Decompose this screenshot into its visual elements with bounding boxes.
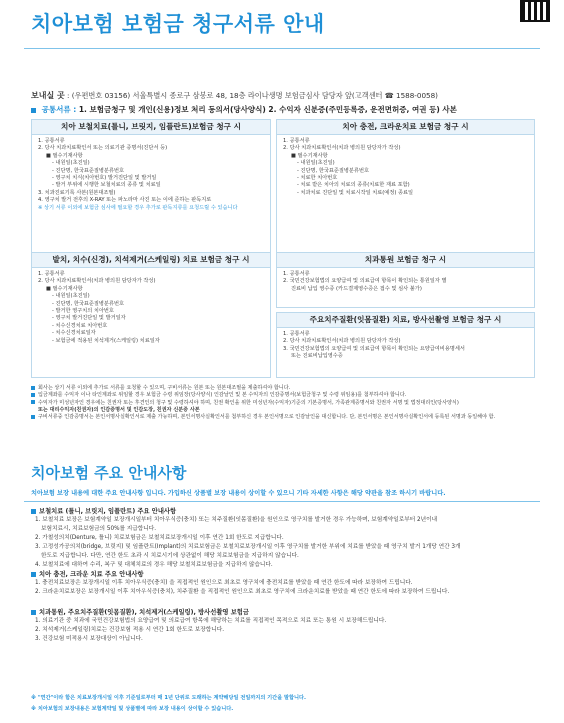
panel-title: 발치, 치수(신경), 치석제거(스케일링) 치료 보험금 청구 시 xyxy=(32,253,270,268)
section-item: 3. 건강보험 미적용시 보장대상이 아닙니다. xyxy=(35,636,143,642)
doc-line: 4. 영구치 발거 전후의 X-RAY 또는 파노라마 사진 또는 이에 준하는 판독지로 xyxy=(38,197,212,204)
note-item: 수익자가 미성년자인 경우에는 친권자 또는 후견인의 청구 및 수령하셔야 하며, 친권 확인을 위한 미성년자(수익자)기준의 기본증명서, 가족관계증명서와 친권자 서명 및 법정대리인(당사양식) xyxy=(31,400,537,407)
common-docs-label: 공통서류 : xyxy=(41,105,77,114)
panel-title: 주요치주질환(잇몸질환) 치료, 방사선촬영 보험금 청구 시 xyxy=(277,313,534,328)
required-items-heading: ■ 필수기재사항 xyxy=(46,152,83,159)
doc-line: 1. 공통서류 xyxy=(283,331,310,337)
guide-section-prosthetic xyxy=(31,507,541,570)
title-divider xyxy=(24,48,540,49)
section-item: 1. 보철치료 보장은 보험계약일 보장개시일부터 치아우식증(충치) 또는 치주질환(잇몸질환)을 원인으로 영구치를 발거한 경우 가능하며, 보험계약일로부터 2년이내 xyxy=(35,517,438,523)
doc-line: 3. 국민건강보험법의 요양급여 및 의료급여 항목이 확인되는 요양급여비용명세서 xyxy=(283,345,465,352)
guide-title: 치아보험 주요 안내사항 xyxy=(31,464,187,482)
note-item: 입금계좌를 수익자 이나 타인계좌로 위임할 경우 보험금 수령 위임장(당사양식) 인감날인 및 본 수익자의 인감증명서(보험금청구 및 수령 위임용)를 첨부하셔야 합니다. xyxy=(31,392,537,399)
doc-line: - 치료한 치아번호 xyxy=(297,175,338,182)
panel-dental-treatment xyxy=(31,119,271,259)
doc-line: 2. 당사 치과치료확인서(치과 병의원 담당자가 작성) xyxy=(283,338,401,345)
doc-line: 진료비 납입 영수증 (카드결제영수증은 접수 및 심사 불가) xyxy=(291,285,422,292)
doc-line: - 치과치료 진단일 및 치료시작일 치료(예정) 종료일 xyxy=(297,189,414,196)
guide-divider xyxy=(24,501,540,502)
doc-line: 또는 진료비납입영수증 xyxy=(291,353,343,360)
qr-code xyxy=(520,0,550,22)
required-items-heading: ■ 필수기재사항 xyxy=(46,285,83,292)
doc-line: 2. 당사 치과치료확인서(치과 병의원 담당자가 작성) xyxy=(283,145,401,152)
doc-line: - 치수신경치료일자 xyxy=(52,330,96,337)
doc-line: - 영구치 발거진단일 및 발거일자 xyxy=(52,315,126,322)
doc-line: - 보험금에 적용된 치석제거(스케일링) 치료일자 xyxy=(52,337,160,344)
section-item: 2. 치석제거(스케일링)치료는 건강보험 적용 시 연간 1회 한도로 보장합니다. xyxy=(35,627,225,633)
panel-body xyxy=(32,268,270,345)
doc-line: - 내원일(초진일) xyxy=(297,160,335,167)
panel-title: 치아 보철치료(틀니, 브릿지, 임플란트)보험금 청구 시 xyxy=(32,120,270,135)
required-items-heading: ■ 필수기재사항 xyxy=(291,152,328,159)
doc-line: - 영구치 치식(치아번호) 발거진단일 및 발거일 xyxy=(52,175,157,182)
section-item: 1. 충전치료보장은 보장개시일 이후 치아우식증(충치) 을 직접적인 원인으로 최초로 영구치에 충전치료를 받았을 때 연간 한도에 따라 보장하여 드립니다. xyxy=(35,580,413,586)
common-documents xyxy=(31,104,457,115)
panel-body xyxy=(32,135,270,212)
footnote: ※ "연간"이라 함은 치료보장개시일 이후 기준일로부터 매 1년 단위로 도래하는 계약해당일 전일까지의 기간을 말합니다. xyxy=(31,695,307,701)
doc-line: - 치료 받은 치아의 치료의 종류(치료한 재료 포함) xyxy=(297,182,410,189)
guide-intro: 치아보험 보장 내용에 대한 주요 안내사항 입니다. 가입하신 상품별 보장 내용이 상이할 수 있으니 기타 자세한 사항은 해당 약관을 참조 하시기 바랍니다. xyxy=(31,490,446,497)
doc-line: - 발거한 영구치의 치아번호 xyxy=(52,308,114,315)
panel-title: 치아 충전, 크라운치료 보험금 청구 시 xyxy=(277,120,534,135)
doc-line: 2. 당사 치과치료확인서 또는 의료기관 증명서(진단서 등) xyxy=(38,145,168,152)
doc-line: - 진단명, 한국표준질병분류번호 xyxy=(52,167,124,174)
panel-title: 치과통원 보험금 청구 시 xyxy=(277,253,534,268)
section-title: 치아 충전, 크라운 치료 주요 안내사항 xyxy=(31,570,541,579)
doc-line: 1. 공통서류 xyxy=(283,271,310,277)
page-title: 치아보험 보험금 청구서류 안내 xyxy=(31,12,325,36)
section-item: 4. 보철치료에 대하여 수리, 복구 및 대체치료의 경우 해당 보철치료보험금을 지급하지 않습니다. xyxy=(35,562,273,568)
doc-line: - 진단명, 한국표준질병분류번호 xyxy=(52,300,124,307)
doc-line: 2. 국민건강보험법의 요양급여 및 의료급여 항목이 확인되는 통원일자 별 xyxy=(283,278,447,285)
doc-line: - 발거 부위에 시행한 보철치료의 종류 및 치료일 xyxy=(52,182,161,189)
guide-section-filling xyxy=(31,570,541,597)
doc-line: 1. 공통서류 xyxy=(38,271,65,277)
doc-line: - 내원일(초진일) xyxy=(52,293,90,300)
note-item: 회사는 상기 서류 이외에 추가로 서류를 요청할 수 있으며, 구비서류는 원본 또는 원본대조필을 제출하셔야 합니다. xyxy=(31,385,537,392)
note-item: 구비서류중 인감증명서는 본인서명사실확인서로 제출 가능하며, 본인서명사실확인서를 첨부하신 경우 본인서명으로 인감날인을 대신합니다. 단, 본인서명은 본인서명사실확인서에 등록된 서명과 동일해야 함. xyxy=(31,414,537,421)
doc-line: - 내원일(초진일) xyxy=(52,160,90,167)
section-title: 보철치료 (틀니, 브릿지, 임플란트) 주요 안내사항 xyxy=(31,507,541,516)
notes-list xyxy=(31,385,537,421)
address-label: 보내실 곳 xyxy=(31,91,65,100)
section-item: 2. 가철성의치(Denture, 틀니) 치료보험금은 보철치료보장개시일 이후 연간 1회 한도로 지급합니다. xyxy=(35,535,284,541)
mailing-address xyxy=(31,90,438,101)
guide-section-outpatient xyxy=(31,608,541,644)
panel-periodontal-xray xyxy=(276,312,535,378)
doc-line: 1. 공통서류 xyxy=(283,138,310,144)
panel-body xyxy=(277,135,534,197)
footnote: ※ 치아보험의 보장내용은 보험계약일 및 상품별에 따라 보장 내용이 상이할 수 있습니다. xyxy=(31,706,234,712)
panel-body xyxy=(277,268,534,293)
note-item-continued: 또는 대리수익자(친권자)의 인감증명서 및 인감도장, 친권자 신분증 사본 xyxy=(38,406,200,413)
section-item: 3. 고정성가공의치(bridge, 브릿지) 및 임플란트(Implant)의 치료보험금은 보철치료보장개시일 이후 영구치를 발거한 부위에 치료를 받았을 때 영구치 발거 1개당 연간 3개 xyxy=(35,544,461,550)
doc-line: - 진단명, 한국표준질병분류번호 xyxy=(297,167,369,174)
panel-note: ※ 상기 서류 이외에 보험금 심사에 필요할 경우 추가로 판독지류를 요청드릴 수 있습니다 xyxy=(38,204,238,211)
section-item: 한도로 지급합니다. 다만, 연간 한도 초과 시 치료시기에 상관없이 해당 치료보험금을 지급하지 않습니다. xyxy=(41,553,299,559)
panel-dental-outpatient xyxy=(276,252,535,308)
section-title: 치과통원, 주요치주질환(잇몸질환), 치석제거(스케일링), 방사선촬영 보험금 xyxy=(31,608,541,617)
section-item: 1. 의료기관 중 치과에 국민건강보험법의 요양급여 및 의료급여 항목에 해당하는 치료를 직접적인 목적으로 치료 또는 통원 시 보장해드립니다. xyxy=(35,618,387,624)
section-item: 보험치료시, 치료보험금의 50%를 지급합니다. xyxy=(41,526,157,532)
panel-extraction xyxy=(31,252,271,378)
doc-line: 1. 공통서류 xyxy=(38,138,65,144)
doc-line: 2. 당사 치과치료확인서(치과 병의원 담당자가 작성) xyxy=(38,278,156,285)
panel-filling-crown xyxy=(276,119,535,259)
common-docs-text: 1. 보험금청구 및 개인(신용)정보 처리 동의서(당사양식) 2. 수익자 신분증(주민등록증, 운전면허증, 여권 등) 사본 xyxy=(78,105,457,114)
doc-line: - 치수신경치료 치아번호 xyxy=(52,322,108,329)
square-bullet-icon xyxy=(31,108,36,113)
panel-body xyxy=(277,328,534,361)
doc-line: 3. 치과진료기록 사본(원본대조필) xyxy=(38,189,116,196)
section-item: 2. 크라운치료보장은 보장개시일 이후 치아우식증(충치), 치주질환 을 직접적인 원인으로 최초로 영구치에 크라운치료를 받았을 때 연간 한도에 따라 보장하여 드립니다. xyxy=(35,589,450,595)
address-text: : (우편번호 03156) 서울특별시 종로구 삼봉로 48, 18층 라이나생명 보험금심사 담당자 앞(고객센터 ☎ 1588-0058) xyxy=(67,91,438,100)
